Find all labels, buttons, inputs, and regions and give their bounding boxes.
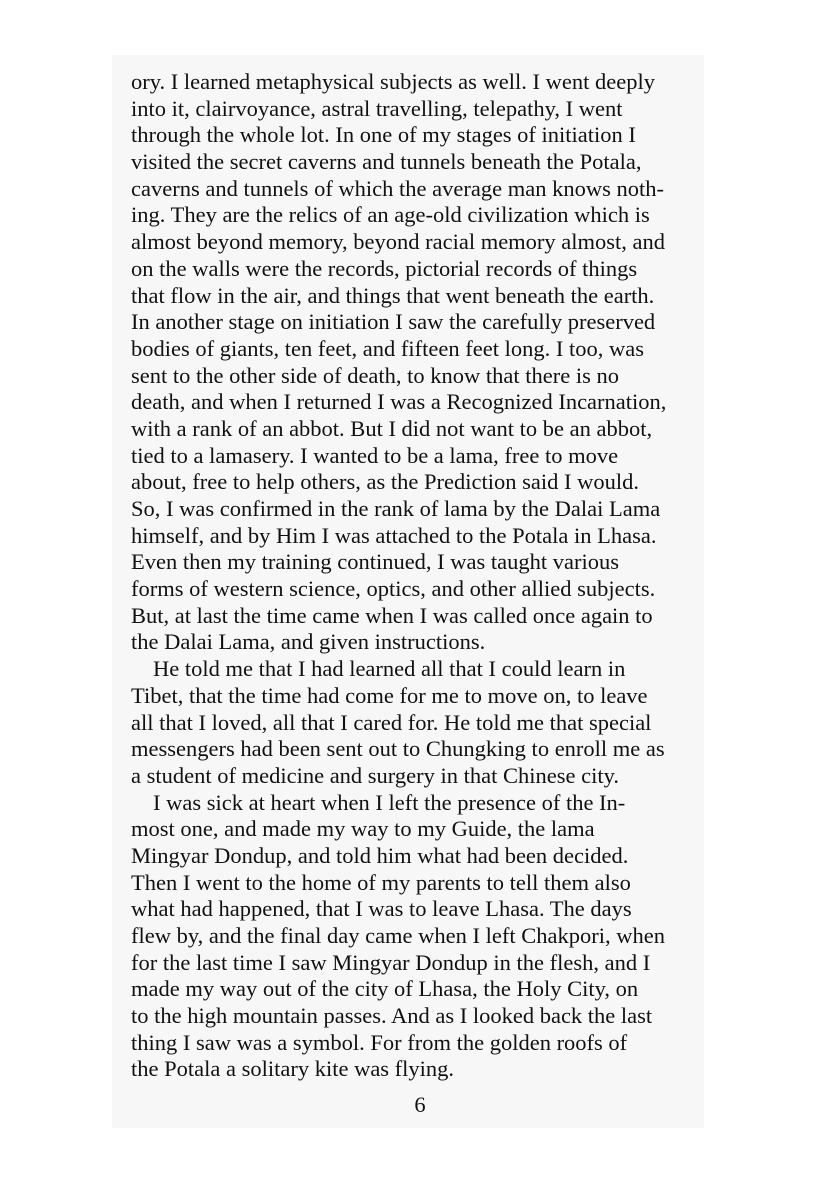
text-line: I was sick at heart when I left the presence of the In- [153,789,626,815]
text-line: Mingyar Dondup, and told him what had been decided. [131,842,629,868]
text-line: ing. They are the relics of an age-old civilization which is [131,202,650,228]
text-line: all that I loved, all that I cared for. He told me that special [131,709,652,735]
text-line: almost beyond memory, beyond racial memory almost, and [131,229,666,255]
text-line: visited the secret caverns and tunnels beneath the Potala, [131,149,642,175]
text-line: the Dalai Lama, and given instructions. [131,629,486,655]
text-line: death, and when I returned I was a Recognized Incarnation, [131,389,667,415]
text-line: sent to the other side of death, to know that there is no [131,362,620,388]
text-line: into it, clairvoyance, astral travelling, telepathy, I went [131,95,623,121]
text-line: what had happened, that I was to leave Lhasa. The days [131,896,632,922]
text-line: Then I went to the home of my parents to tell them also [131,869,631,895]
text-line: about, free to help others, as the Prediction said I would. [131,469,639,495]
text-line: a student of medicine and surgery in that Chinese city. [131,762,620,788]
text-line: thing I saw was a symbol. For from the golden roofs of [131,1029,628,1055]
text-line: But, at last the time came when I was called once again to [131,602,653,628]
body-text [131,69,691,1083]
text-line: He told me that I had learned all that I could learn in [153,656,626,682]
text-line: bodies of giants, ten feet, and fifteen feet long. I too, was [131,335,644,361]
text-line: on the walls were the records, pictorial records of things [131,255,638,281]
text-line: In another stage on initiation I saw the carefully preserved [131,309,656,335]
text-line: the Potala a solitary kite was flying. [131,1056,455,1082]
text-line: flew by, and the final day came when I left Chakpori, when [131,923,665,948]
text-line: to the high mountain passes. And as I looked back the last [131,1003,653,1029]
text-line: So, I was confirmed in the rank of lama by the Dalai Lama [131,496,661,521]
paragraph-3 [131,790,691,1084]
text-line: through the whole lot. In one of my stages of initiation I [131,122,636,148]
text-line: ory. I learned metaphysical subjects as well. I went deeply [131,69,655,94]
text-line: Even then my training continued, I was taught various [131,549,620,575]
text-line: for the last time I saw Mingyar Dondup in the flesh, and I [131,949,651,975]
text-line: that flow in the air, and things that went beneath the earth. [131,282,655,308]
text-line: caverns and tunnels of which the average man knows noth- [131,175,664,201]
text-line: Tibet, that the time had come for me to move on, to leave [131,682,648,708]
paragraph-1 [131,69,691,656]
text-line: most one, and made my way to my Guide, the lama [131,816,595,842]
text-line: made my way out of the city of Lhasa, the Holy City, on [131,976,639,1002]
paragraph-2 [131,656,691,789]
text-line: messengers had been sent out to Chungking to enroll me as [131,736,665,762]
text-line: tied to a lamasery. I wanted to be a lama, free to move [131,442,619,468]
text-line: forms of western science, optics, and other allied subjects. [131,576,656,602]
text-line: with a rank of an abbot. But I did not want to be an abbot, [131,415,653,441]
text-line: himself, and by Him I was attached to the Potala in Lhasa. [131,522,657,548]
page-number: 6 [414,1092,426,1117]
